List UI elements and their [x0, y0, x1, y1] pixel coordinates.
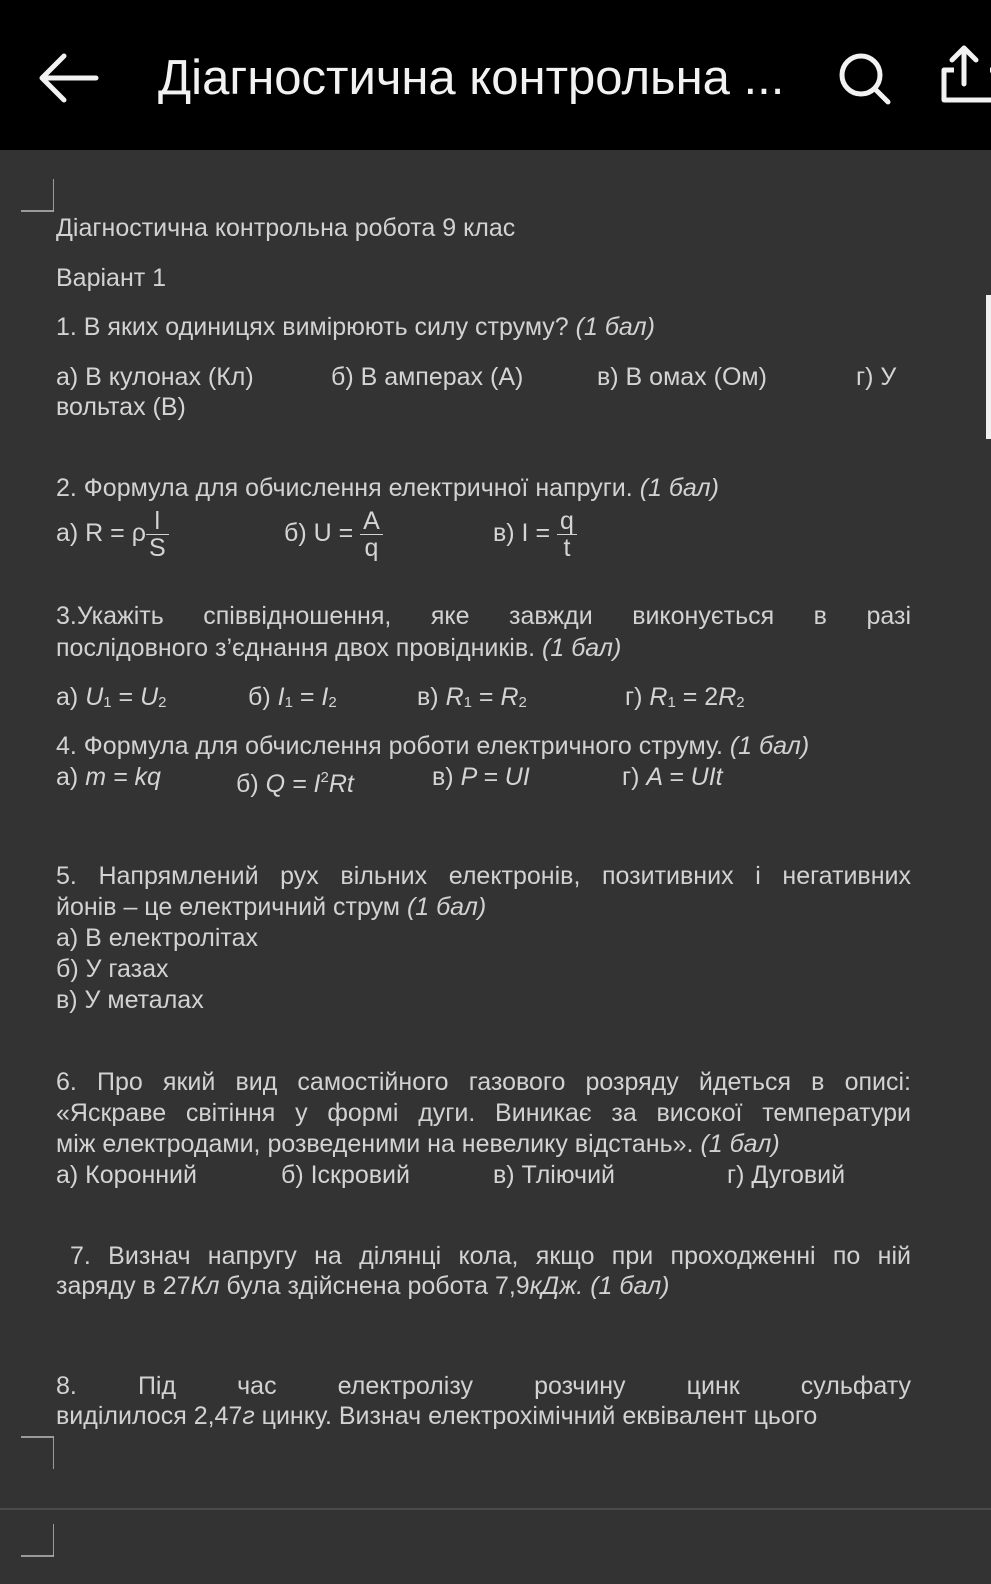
question-5-line1: 5. Напрямлений рух вільних електронів, позитивних і негативних [56, 862, 911, 890]
q1-option-b: б) В амперах (А) [331, 363, 524, 391]
q2-option-c: в) I = $\frac{q}{t}$ [493, 508, 577, 561]
q4-option-a: а) m = kq [56, 763, 161, 791]
doc-heading: Діагностична контрольна робота 9 клас [56, 214, 516, 242]
question-6-line2: «Яскраве світіння у формі дуги. Виникає за високої температури [56, 1099, 911, 1127]
q2-option-b: б) U = $\frac{A}{q}$ [284, 508, 383, 561]
page-divider [0, 1508, 991, 1510]
search-icon[interactable] [836, 50, 892, 106]
q4-option-d: г) A = UIt [622, 763, 723, 791]
q5-option-c: в) У металах [56, 986, 204, 1014]
q6-option-c: в) Тліючий [493, 1161, 615, 1189]
q3-option-d: г) $R_1 = 2R_2$ [625, 683, 745, 711]
page-corner-mark [21, 1436, 54, 1469]
app-header [0, 0, 991, 150]
question-2: 2. Формула для обчислення електричної напруги. (1 бал) [56, 474, 719, 502]
scroll-indicator[interactable] [986, 295, 991, 439]
q4-option-b: б) $Q = I^2Rt$ [236, 769, 354, 798]
question-7-line1: 7. Визнач напругу на ділянці кола, якщо при проходженні по ній [70, 1242, 911, 1270]
question-6-line3: між електродами, розведеними на невелику відстань». (1 бал) [56, 1130, 780, 1158]
q5-option-a: а) В електролітах [56, 924, 259, 952]
document-title: Діагностична контрольна ... [158, 51, 785, 105]
q5-option-b: б) У газах [56, 955, 169, 983]
page-corner-mark [21, 179, 54, 212]
question-8-line1: 8. Під час електролізу розчину цинк сульфату [56, 1372, 911, 1400]
share-icon[interactable] [940, 44, 991, 106]
question-8-line2: виділилося 2,47г цинку. Визнач електрохімічний еквівалент цього [56, 1402, 818, 1430]
q6-option-a: а) Коронний [56, 1161, 197, 1189]
q3-option-c: в) $R_1 = R_2$ [417, 683, 527, 711]
fraction: $\frac{A}{q}$ [360, 508, 383, 561]
page-corner-mark [21, 1524, 54, 1557]
q1-option-a: а) В кулонах (Кл) [56, 363, 254, 391]
q4-option-c: в) P = UI [432, 763, 530, 791]
question-4: 4. Формула для обчислення роботи електричного струму. (1 бал) [56, 732, 810, 760]
q2-option-a: а) R = ρ $\frac{l}{S}$ [56, 508, 169, 561]
q3-option-a: а) $U_1 = U_2$ [56, 683, 167, 711]
q1-option-d: г) У [856, 363, 897, 391]
q1-option-d-cont: вольтах (В) [56, 393, 186, 421]
fraction: $\frac{q}{t}$ [557, 508, 577, 561]
q3-option-b: б) $I_1 = I_2$ [248, 683, 337, 711]
variant-label: Варіант 1 [56, 264, 167, 292]
arrow-left-icon[interactable] [36, 52, 100, 104]
question-6-line1: 6. Про який вид самостійного газового розряду йдеться в описі: [56, 1068, 911, 1096]
question-1: 1. В яких одиницях вимірюють силу струму? (1 бал) [56, 313, 655, 341]
fraction: $\frac{l}{S}$ [146, 508, 169, 561]
question-5-line2: йонів – це електричний струм (1 бал) [56, 893, 487, 921]
q1-option-c: в) В омах (Ом) [597, 363, 767, 391]
question-7-line2: заряду в 27Кл була здійснена робота 7,9кДж. (1 бал) [56, 1272, 670, 1300]
question-3-line1: 3.Укажіть співвідношення, яке завжди виконується в разі [56, 602, 911, 630]
question-3-line2: послідовного з’єднання двох провідників. (1 бал) [56, 634, 622, 662]
q6-option-b: б) Іскровий [281, 1161, 410, 1189]
q6-option-d: г) Дуговий [727, 1161, 846, 1189]
